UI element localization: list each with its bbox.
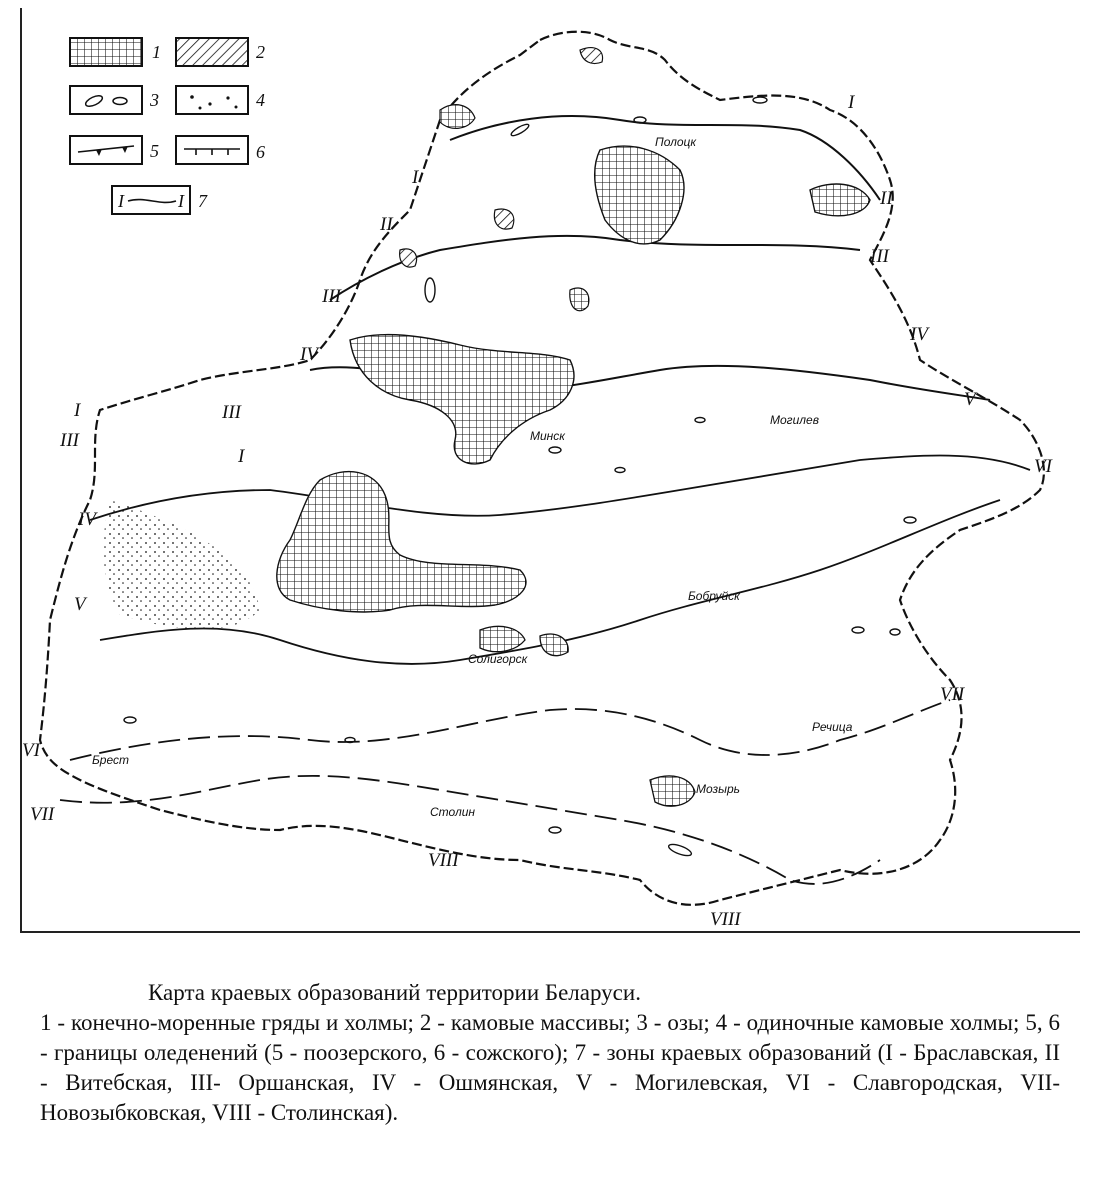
zone-label-iii-east: III — [870, 246, 889, 267]
zone-label-v-west: V — [74, 594, 86, 615]
legend-num-1: 1 — [152, 42, 161, 62]
city-stolin: Столин — [430, 805, 475, 819]
legend-item-5 — [70, 136, 159, 164]
sozhsky-boundary — [90, 456, 1030, 664]
zone-label-viii-southeast: VIII — [710, 909, 741, 930]
zone-label-iv-far-west: IV — [78, 509, 96, 530]
end-moraine-areas — [277, 105, 870, 806]
city-soligorsk: Солигорск — [468, 652, 528, 666]
zone-label-viii-south: VIII — [428, 850, 459, 871]
legend — [70, 38, 265, 214]
legend-zone-sample-right: I — [178, 191, 184, 211]
legend-item-2 — [176, 38, 265, 66]
city-mozyr: Мозырь — [696, 782, 740, 796]
zone-label-iii-far-west: III — [60, 430, 79, 451]
kame-hills-scatter — [103, 500, 260, 629]
zone-label-vi-west: VI — [22, 740, 40, 761]
zone-label-i-north: I — [848, 92, 855, 113]
legend-num-2: 2 — [256, 42, 265, 62]
zone-label-vii-east: VII — [940, 684, 965, 705]
zone-label-i-inner: I — [238, 446, 245, 467]
legend-num-4: 4 — [256, 90, 265, 110]
zone-label-iv-east: IV — [910, 324, 928, 345]
caption — [40, 978, 1060, 1128]
city-rechitsa: Речица — [812, 720, 853, 734]
legend-item-6 — [176, 136, 265, 164]
city-mogilev: Могилев — [770, 413, 819, 427]
legend-zone-sample-left: I — [118, 191, 124, 211]
zone-label-ii-east: II — [880, 188, 893, 209]
kame-massifs — [400, 48, 603, 267]
city-polotsk: Полоцк — [655, 135, 697, 149]
city-minsk: Минск — [530, 429, 565, 443]
caption-body: 1 - конечно-моренные гряды и холмы; 2 - камовые массивы; 3 - озы; 4 - одиночные камовые холмы; 5, 6 - границы оледенений (5 - поозерского, 6 - сожского); 7 - зоны краевых образований (I - Браславская, II - Витебская, III- Оршанская, IV - Ошмянская, V - Могилевская, VI - Славгородская, VII- Новозыбковская, VIII - Столинская). — [40, 1010, 1060, 1125]
zone-line-viii — [60, 776, 880, 884]
zone-label-iv-west: IV — [300, 344, 318, 365]
zone-label-i-far-west: I — [74, 400, 81, 421]
zone-label-v-east: V — [964, 389, 976, 410]
legend-item-7 — [112, 186, 208, 214]
legend-item-4 — [176, 86, 265, 114]
legend-num-5: 5 — [150, 141, 159, 161]
eskers — [124, 97, 916, 858]
zone-label-i-west: I — [412, 167, 419, 188]
legend-item-3 — [70, 86, 159, 114]
legend-item-1 — [70, 38, 161, 66]
caption-title: Карта краевых образований территории Беларуси. — [148, 980, 641, 1005]
city-labels — [92, 135, 853, 819]
zone-label-vii-west: VII — [30, 804, 55, 825]
city-brest: Брест — [92, 753, 130, 767]
zone-label-iii-west: III — [322, 286, 341, 307]
legend-num-6: 6 — [256, 142, 265, 162]
zone-label-iii-inner: III — [222, 402, 241, 423]
city-bobruisk: Бобруйск — [688, 589, 740, 603]
legend-num-7: 7 — [198, 191, 207, 211]
zone-label-vi-east: VI — [1034, 456, 1052, 477]
zone-label-ii-west: II — [380, 214, 393, 235]
legend-num-3: 3 — [150, 90, 159, 110]
